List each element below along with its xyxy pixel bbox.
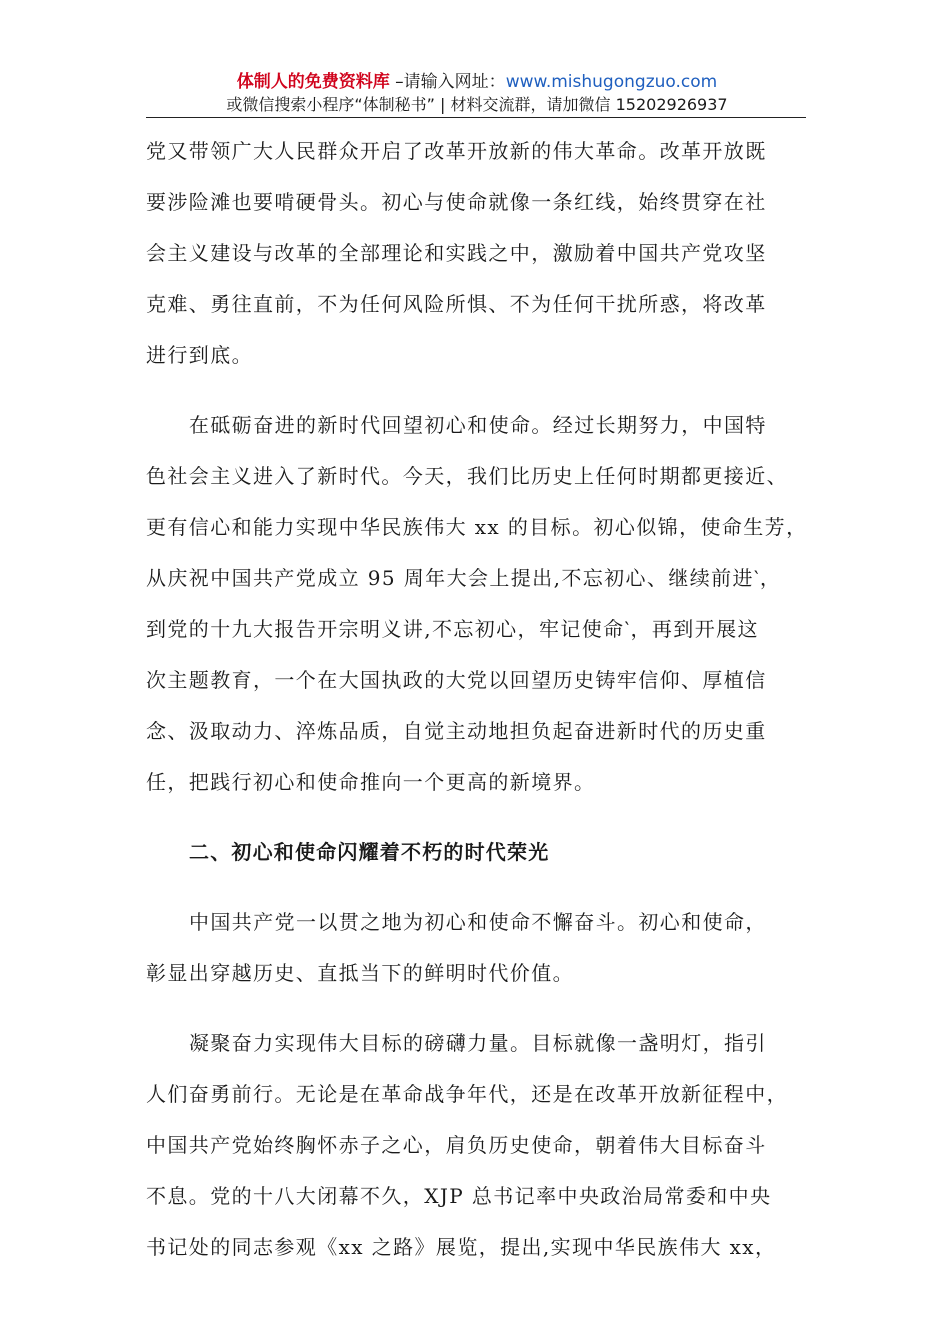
text-line: 中国共产党始终胸怀赤子之心，肩负历史使命，朝着伟大目标奋斗: [146, 1133, 767, 1157]
text-line: 要涉险滩也要啃硬骨头。初心与使命就像一条红线，始终贯穿在社: [146, 190, 767, 214]
paragraph: [146, 1018, 810, 1273]
paragraph: [146, 400, 810, 808]
document-body: [146, 126, 810, 1292]
header-subline: 或微信搜索小程序“体制秘书” | 材料交流群，请加微信 15202926937: [226, 95, 728, 114]
paragraph: [146, 126, 810, 381]
text-line: 更有信心和能力实现中华民族伟大 xx 的目标。初心似锦，使命生芳，: [146, 515, 808, 539]
section-heading: [146, 827, 810, 878]
text-line: 凝聚奋力实现伟大目标的磅礴力量。目标就像一盏明灯，指引: [189, 1031, 767, 1055]
text-line: 克难、勇往直前，不为任何风险所惧、不为任何干扰所惑，将改革: [146, 292, 767, 316]
heading-text: 二、初心和使命闪耀着不朽的时代荣光: [189, 840, 550, 864]
text-line: 彰显出穿越历史、直抵当下的鲜明时代价值。: [146, 961, 574, 985]
brand-title: 体制人的免费资料库: [236, 72, 390, 92]
url-prompt: –请输入网址：: [389, 72, 506, 92]
text-line: 不息。党的十八大闭幕不久，XJP 总书记率中央政治局常委和中央: [146, 1184, 772, 1208]
text-line: 人们奋勇前行。无论是在革命战争年代，还是在改革开放新征程中，: [146, 1082, 788, 1106]
text-line: 任，把践行初心和使命推向一个更高的新境界。: [146, 770, 596, 794]
header-divider: [146, 117, 806, 118]
text-line: 到党的十九大报告开宗明义讲,不忘初心，牢记使命‵，再到开展这: [146, 617, 759, 641]
page-header: [148, 70, 806, 116]
text-line: 念、汲取动力、淬炼品质，自觉主动地担负起奋进新时代的历史重: [146, 719, 767, 743]
website-link[interactable]: www.mishugongzuo.com: [505, 72, 718, 92]
text-line: 从庆祝中国共产党成立 95 周年大会上提出,不忘初心、继续前进‵，: [146, 566, 782, 590]
header-banner: [148, 70, 806, 94]
text-line: 会主义建设与改革的全部理论和实践之中，激励着中国共产党攻坚: [146, 241, 767, 265]
text-line: 党又带领广大人民群众开启了改革开放新的伟大革命。改革开放既: [146, 139, 767, 163]
text-line: 色社会主义进入了新时代。今天，我们比历史上任何时期都更接近、: [146, 464, 788, 488]
text-line: 中国共产党一以贯之地为初心和使命不懈奋斗。初心和使命，: [189, 910, 767, 934]
text-line: 进行到底。: [146, 343, 253, 367]
text-line: 次主题教育，一个在大国执政的大党以回望历史铸牢信仰、厚植信: [146, 668, 767, 692]
text-line: 在砥砺奋进的新时代回望初心和使命。经过长期努力，中国特: [189, 413, 767, 437]
paragraph: [146, 897, 810, 999]
text-line: 书记处的同志参观《xx 之路》展览，提出,实现中华民族伟大 xx，: [146, 1235, 777, 1259]
